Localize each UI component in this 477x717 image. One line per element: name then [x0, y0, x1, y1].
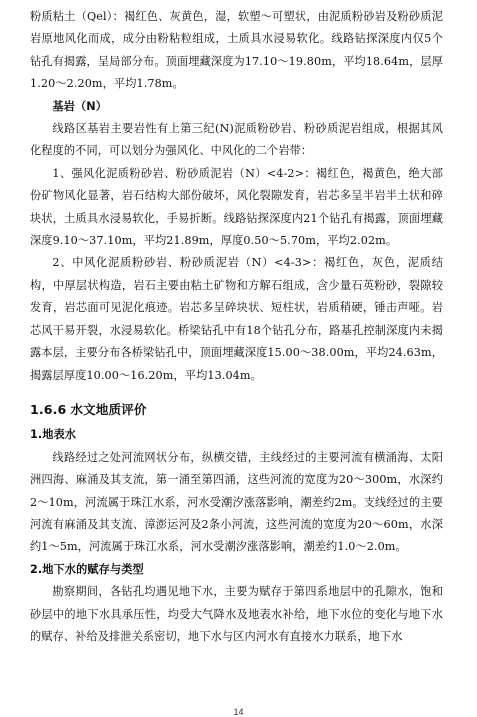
- heading-bedrock: 基岩（N）: [52, 99, 108, 113]
- paragraph-medium-weathered: 2、中风化泥质粉砂岩、粉砂质泥岩（N）<4-3>：褐红色，灰色，泥质结构，中厚层状构造，岩石主要由粘土矿物和方解石组成，含少量石英粉砂，裂隙较发育，岩芯面可见泥化痕迹。岩芯多呈碎块状、短柱状，岩质稍硬，锤击声哑。岩芯风干易开裂，水浸易软化。桥梁钻孔中有18个钻孔分布，路基孔控制深度内未揭露本层，主要分布各桥梁钻孔中，顶面埋藏深度15.00～38.00m，平均24.63m，揭露层厚度10.00～16.20m，平均13.04m。: [30, 256, 443, 382]
- section-title: 水文地质评价: [70, 401, 147, 417]
- paragraph-groundwater: 勘察期间，各钻孔均遇见地下水，主要为赋存于第四系地层中的孔隙水，饱和砂层中的地下水具承压性，均受大气降水及地表水补给，地下水位的变化与地下水的赋存、补给及排泄关系密切，地下水与区内河水有直接水力联系，地下水: [30, 585, 443, 643]
- section-number: 1.6.6: [30, 401, 67, 417]
- paragraph-strong-weathered: 1、强风化泥质粉砂岩、粉砂质泥岩（N）<4-2>：褐红色，褐黄色，绝大部份矿物风化显著，岩石结构大部份破坏，风化裂隙发育，岩芯多呈半岩半土状和碎块状，土质具水浸易软化，手易折断。线路钻探深度内21个钻孔有揭露，顶面埋藏深度9.10～37.10m，平均21.89m，厚度0.50～5.70m，平均2.02m。: [30, 166, 443, 248]
- page-number: 14: [233, 707, 244, 717]
- paragraph-bedrock-intro: 线路区基岩主要岩性有上第三纪(N)泥质粉砂岩、粉砂质泥岩组成，根据其风化程度的不同，可以划分为强风化、中风化的二个岩带：: [30, 122, 443, 158]
- section-heading: [30, 399, 443, 421]
- paragraph-surface-water: 线路经过之处河流网状分布，纵横交错，主线经过的主要河流有横涌海、太阳洲四海、麻涌及其支流，第一涌至第四涌，这些河流的宽度为20～300m，水深约2～10m，河流属于珠江水系，河水受潮汐涨落影响，潮差约2m。支线经过的主要河流有麻涌及其支流、漳澎运河及2条小河流，这些河流的宽度为20～60m，水深约1～5m，河流属于珠江水系，河水受潮汐涨落影响，潮差约1.0～2.0m。: [30, 450, 443, 554]
- heading-groundwater: 2.地下水的赋存与类型: [30, 562, 144, 576]
- heading-surface-water: 1.地表水: [30, 428, 77, 442]
- paragraph-silty-clay: 粉质粘土（Qel）：褐红色、灰黄色，湿，软塑～可塑状，由泥质粉砂岩及粉砂质泥岩原地风化而成，成分由粉粘粒组成，土质具水浸易软化。线路钻探深度内仅5个钻孔有揭露，呈局部分布。顶面埋藏深度为17.10～19.80m，平均18.64m，层厚1.20～2.20m，平均1.78m。: [30, 10, 443, 91]
